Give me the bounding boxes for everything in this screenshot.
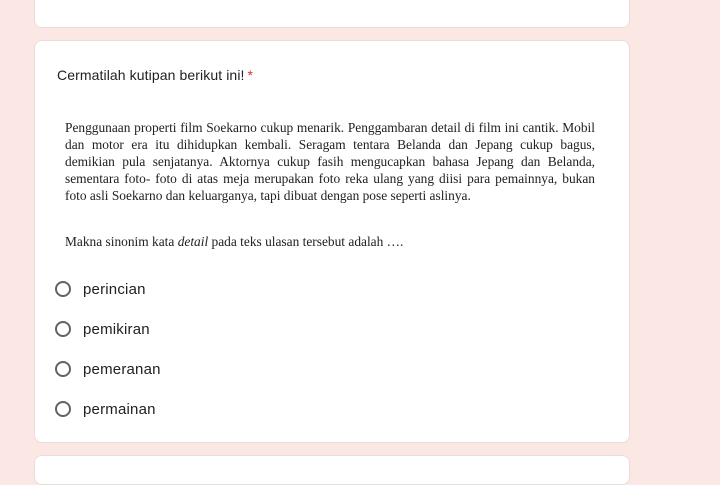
option-label: pemikiran bbox=[83, 320, 150, 338]
question-title-text: Cermatilah kutipan berikut ini! bbox=[57, 67, 245, 83]
next-question-card bbox=[34, 455, 630, 485]
required-marker: * bbox=[247, 67, 254, 83]
radio-button[interactable] bbox=[55, 281, 71, 297]
question-title bbox=[57, 67, 253, 83]
question-prompt bbox=[65, 234, 403, 250]
option-label: perincian bbox=[83, 280, 146, 298]
radio-button[interactable] bbox=[55, 361, 71, 377]
prompt-text-before: Makna sinonim kata bbox=[65, 234, 178, 249]
previous-question-card bbox=[34, 0, 630, 28]
quoted-passage: Penggunaan properti film Soekarno cukup menarik. Penggambaran detail di film ini cantik. Mobil dan motor era itu dihidupkan kembali. Seragam tentara Belanda dan Jepang cukup bagus, demikian pula senjatanya. Aktornya cukup fasih mengucapkan bahasa Jepang dan Belanda, sementara foto- foto di atas meja merupakan foto reka ulang yang diisi para pemainnya, bukan foto asli Soekarno dan keluarganya, tapi dibuat dengan pose seperti aslinya. bbox=[65, 120, 595, 203]
option-pemikiran[interactable] bbox=[55, 309, 161, 349]
prompt-keyword: detail bbox=[177, 234, 209, 249]
radio-button[interactable] bbox=[55, 401, 71, 417]
option-label: pemeranan bbox=[83, 360, 161, 378]
radio-button[interactable] bbox=[55, 321, 71, 337]
option-label: permainan bbox=[83, 400, 156, 418]
question-card bbox=[34, 40, 630, 443]
answer-options bbox=[55, 269, 161, 429]
option-perincian[interactable] bbox=[55, 269, 161, 309]
option-permainan[interactable] bbox=[55, 389, 161, 429]
prompt-text-after: pada teks ulasan tersebut adalah …. bbox=[208, 234, 404, 249]
option-pemeranan[interactable] bbox=[55, 349, 161, 389]
